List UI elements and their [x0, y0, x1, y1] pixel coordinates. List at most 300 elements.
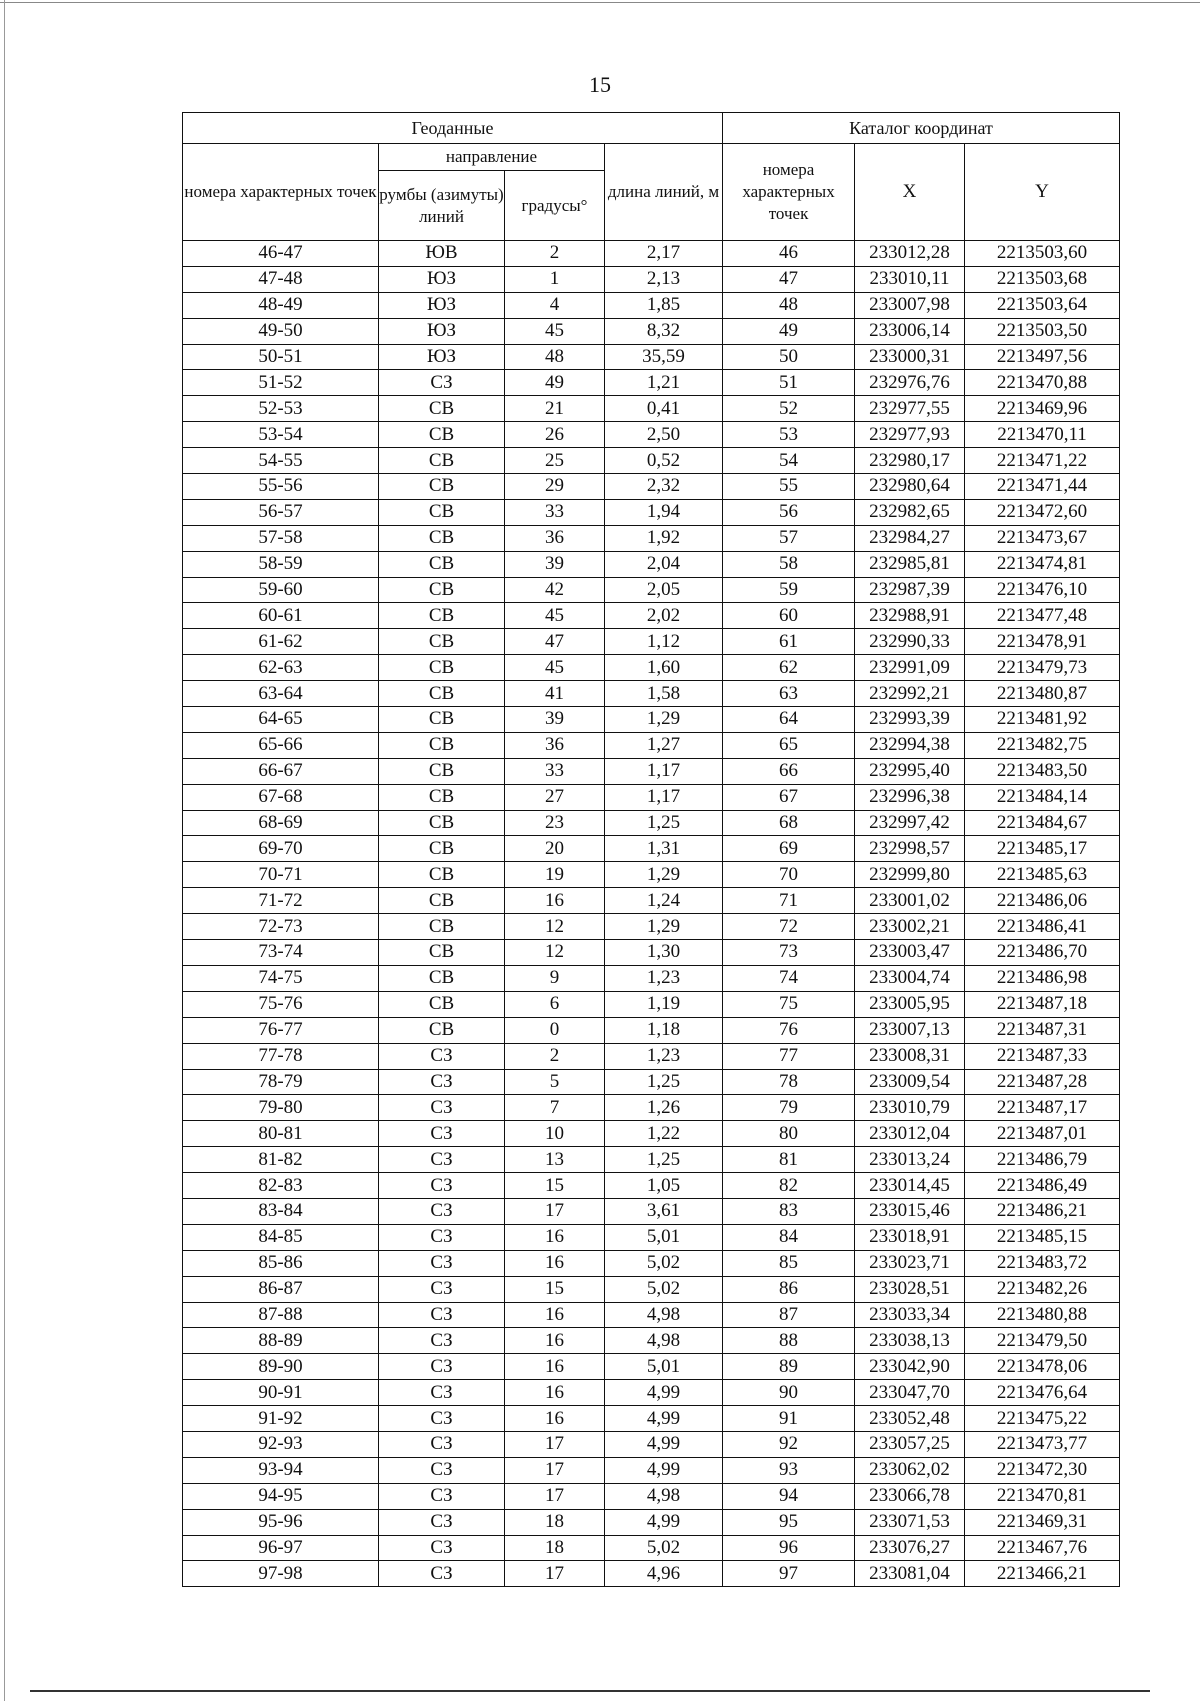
table-row	[183, 655, 1120, 681]
cell-point: 86	[723, 1276, 855, 1302]
cell-x: 232995,40	[855, 758, 965, 784]
table-row	[183, 266, 1120, 292]
cell-segment: 63-64	[183, 681, 379, 707]
cell-degrees: 39	[505, 551, 605, 577]
cell-segment: 58-59	[183, 551, 379, 577]
cell-point: 54	[723, 448, 855, 474]
cell-y: 2213467,76	[965, 1535, 1120, 1561]
table-row	[183, 836, 1120, 862]
cell-segment: 65-66	[183, 732, 379, 758]
table-row	[183, 318, 1120, 344]
cell-x: 233047,70	[855, 1380, 965, 1406]
cell-degrees: 10	[505, 1121, 605, 1147]
cell-point: 59	[723, 577, 855, 603]
table-row	[183, 241, 1120, 267]
cell-length: 1,26	[605, 1095, 723, 1121]
header-x: X	[855, 144, 965, 241]
cell-point: 94	[723, 1483, 855, 1509]
cell-y: 2213485,63	[965, 862, 1120, 888]
cell-rhumb: СВ	[379, 1017, 505, 1043]
cell-degrees: 16	[505, 1406, 605, 1432]
cell-y: 2213480,87	[965, 681, 1120, 707]
table-row	[183, 940, 1120, 966]
table-row	[183, 991, 1120, 1017]
cell-segment: 50-51	[183, 344, 379, 370]
cell-length: 1,22	[605, 1121, 723, 1147]
cell-x: 232988,91	[855, 603, 965, 629]
header-degrees: градусы°	[505, 171, 605, 241]
cell-point: 93	[723, 1457, 855, 1483]
table-row	[183, 810, 1120, 836]
cell-x: 233076,27	[855, 1535, 965, 1561]
cell-x: 232977,55	[855, 396, 965, 422]
cell-point: 74	[723, 965, 855, 991]
cell-segment: 60-61	[183, 603, 379, 629]
cell-length: 1,12	[605, 629, 723, 655]
cell-degrees: 42	[505, 577, 605, 603]
cell-length: 5,01	[605, 1354, 723, 1380]
cell-point: 57	[723, 525, 855, 551]
cell-length: 2,50	[605, 422, 723, 448]
cell-rhumb: СВ	[379, 914, 505, 940]
table-row	[183, 1328, 1120, 1354]
cell-segment: 94-95	[183, 1483, 379, 1509]
table-row	[183, 1198, 1120, 1224]
cell-x: 233081,04	[855, 1561, 965, 1587]
cell-length: 4,99	[605, 1509, 723, 1535]
cell-y: 2213503,60	[965, 241, 1120, 267]
cell-x: 233028,51	[855, 1276, 965, 1302]
cell-length: 5,02	[605, 1250, 723, 1276]
cell-y: 2213487,01	[965, 1121, 1120, 1147]
cell-rhumb: СЗ	[379, 1354, 505, 1380]
cell-point: 77	[723, 1043, 855, 1069]
cell-point: 92	[723, 1431, 855, 1457]
cell-x: 233006,14	[855, 318, 965, 344]
table-row	[183, 499, 1120, 525]
cell-point: 52	[723, 396, 855, 422]
cell-rhumb: СЗ	[379, 1302, 505, 1328]
table-row	[183, 1483, 1120, 1509]
table-row	[183, 681, 1120, 707]
cell-point: 72	[723, 914, 855, 940]
header-point: номера характерных точек	[723, 144, 855, 241]
cell-x: 233062,02	[855, 1457, 965, 1483]
cell-point: 85	[723, 1250, 855, 1276]
cell-rhumb: СВ	[379, 655, 505, 681]
cell-length: 2,04	[605, 551, 723, 577]
cell-point: 90	[723, 1380, 855, 1406]
cell-length: 4,99	[605, 1457, 723, 1483]
cell-rhumb: СЗ	[379, 1509, 505, 1535]
cell-rhumb: СВ	[379, 991, 505, 1017]
cell-length: 1,29	[605, 862, 723, 888]
cell-segment: 52-53	[183, 396, 379, 422]
cell-degrees: 13	[505, 1147, 605, 1173]
cell-y: 2213470,11	[965, 422, 1120, 448]
cell-x: 232987,39	[855, 577, 965, 603]
cell-length: 2,05	[605, 577, 723, 603]
table-row	[183, 1302, 1120, 1328]
cell-rhumb: СВ	[379, 862, 505, 888]
cell-y: 2213503,68	[965, 266, 1120, 292]
cell-degrees: 12	[505, 914, 605, 940]
cell-length: 5,02	[605, 1535, 723, 1561]
cell-rhumb: СВ	[379, 474, 505, 500]
cell-rhumb: ЮЗ	[379, 318, 505, 344]
cell-rhumb: СЗ	[379, 1276, 505, 1302]
cell-y: 2213487,18	[965, 991, 1120, 1017]
cell-y: 2213485,15	[965, 1224, 1120, 1250]
cell-rhumb: ЮЗ	[379, 292, 505, 318]
cell-rhumb: СЗ	[379, 1147, 505, 1173]
table-row	[183, 888, 1120, 914]
cell-degrees: 12	[505, 940, 605, 966]
cell-segment: 87-88	[183, 1302, 379, 1328]
cell-rhumb: СВ	[379, 448, 505, 474]
cell-degrees: 9	[505, 965, 605, 991]
cell-x: 233000,31	[855, 344, 965, 370]
cell-degrees: 18	[505, 1509, 605, 1535]
cell-x: 233003,47	[855, 940, 965, 966]
cell-length: 2,02	[605, 603, 723, 629]
cell-degrees: 16	[505, 888, 605, 914]
cell-y: 2213484,67	[965, 810, 1120, 836]
cell-length: 1,17	[605, 758, 723, 784]
cell-segment: 47-48	[183, 266, 379, 292]
cell-point: 47	[723, 266, 855, 292]
cell-y: 2213473,77	[965, 1431, 1120, 1457]
cell-x: 233018,91	[855, 1224, 965, 1250]
cell-x: 233010,79	[855, 1095, 965, 1121]
cell-degrees: 29	[505, 474, 605, 500]
cell-degrees: 17	[505, 1561, 605, 1587]
cell-y: 2213481,92	[965, 707, 1120, 733]
cell-segment: 68-69	[183, 810, 379, 836]
cell-length: 1,25	[605, 810, 723, 836]
cell-point: 88	[723, 1328, 855, 1354]
cell-point: 67	[723, 784, 855, 810]
table-row	[183, 1224, 1120, 1250]
cell-rhumb: СВ	[379, 784, 505, 810]
cell-length: 35,59	[605, 344, 723, 370]
cell-degrees: 17	[505, 1198, 605, 1224]
table-row	[183, 1095, 1120, 1121]
cell-segment: 55-56	[183, 474, 379, 500]
cell-segment: 83-84	[183, 1198, 379, 1224]
cell-degrees: 16	[505, 1224, 605, 1250]
cell-y: 2213470,81	[965, 1483, 1120, 1509]
cell-segment: 71-72	[183, 888, 379, 914]
table-row	[183, 448, 1120, 474]
cell-segment: 51-52	[183, 370, 379, 396]
cell-y: 2213486,06	[965, 888, 1120, 914]
cell-x: 232990,33	[855, 629, 965, 655]
cell-length: 0,52	[605, 448, 723, 474]
cell-y: 2213478,06	[965, 1354, 1120, 1380]
cell-rhumb: СВ	[379, 629, 505, 655]
cell-segment: 91-92	[183, 1406, 379, 1432]
cell-y: 2213487,17	[965, 1095, 1120, 1121]
cell-rhumb: СЗ	[379, 1069, 505, 1095]
table-header	[183, 113, 1120, 241]
cell-rhumb: СВ	[379, 603, 505, 629]
table-row	[183, 603, 1120, 629]
cell-segment: 95-96	[183, 1509, 379, 1535]
cell-point: 80	[723, 1121, 855, 1147]
header-geodata: Геоданные	[183, 113, 723, 144]
cell-y: 2213476,10	[965, 577, 1120, 603]
cell-point: 53	[723, 422, 855, 448]
cell-rhumb: СЗ	[379, 1198, 505, 1224]
cell-segment: 56-57	[183, 499, 379, 525]
table-row	[183, 784, 1120, 810]
cell-length: 4,98	[605, 1302, 723, 1328]
cell-rhumb: СЗ	[379, 1406, 505, 1432]
cell-x: 233007,13	[855, 1017, 965, 1043]
cell-segment: 80-81	[183, 1121, 379, 1147]
cell-x: 232980,17	[855, 448, 965, 474]
cell-segment: 54-55	[183, 448, 379, 474]
cell-length: 1,21	[605, 370, 723, 396]
cell-segment: 62-63	[183, 655, 379, 681]
table-row	[183, 344, 1120, 370]
cell-segment: 73-74	[183, 940, 379, 966]
cell-segment: 48-49	[183, 292, 379, 318]
cell-segment: 85-86	[183, 1250, 379, 1276]
cell-y: 2213479,50	[965, 1328, 1120, 1354]
table-row	[183, 1043, 1120, 1069]
cell-y: 2213472,30	[965, 1457, 1120, 1483]
cell-degrees: 27	[505, 784, 605, 810]
cell-degrees: 25	[505, 448, 605, 474]
cell-y: 2213475,22	[965, 1406, 1120, 1432]
table-row	[183, 707, 1120, 733]
cell-x: 233013,24	[855, 1147, 965, 1173]
cell-segment: 84-85	[183, 1224, 379, 1250]
cell-y: 2213485,17	[965, 836, 1120, 862]
cell-point: 95	[723, 1509, 855, 1535]
cell-segment: 79-80	[183, 1095, 379, 1121]
cell-y: 2213480,88	[965, 1302, 1120, 1328]
cell-degrees: 18	[505, 1535, 605, 1561]
cell-degrees: 20	[505, 836, 605, 862]
cell-x: 232985,81	[855, 551, 965, 577]
table-row	[183, 1431, 1120, 1457]
scan-edge-bottom	[30, 1690, 1150, 1692]
cell-segment: 89-90	[183, 1354, 379, 1380]
cell-segment: 76-77	[183, 1017, 379, 1043]
table-row	[183, 551, 1120, 577]
cell-degrees: 21	[505, 396, 605, 422]
cell-segment: 46-47	[183, 241, 379, 267]
cell-degrees: 17	[505, 1457, 605, 1483]
cell-point: 79	[723, 1095, 855, 1121]
table-row	[183, 1121, 1120, 1147]
cell-rhumb: СВ	[379, 810, 505, 836]
cell-point: 61	[723, 629, 855, 655]
header-catalog: Каталог координат	[723, 113, 1120, 144]
cell-length: 2,17	[605, 241, 723, 267]
table-row	[183, 1017, 1120, 1043]
table-row	[183, 965, 1120, 991]
cell-rhumb: СЗ	[379, 1224, 505, 1250]
cell-length: 2,32	[605, 474, 723, 500]
cell-rhumb: СЗ	[379, 370, 505, 396]
cell-segment: 92-93	[183, 1431, 379, 1457]
cell-segment: 53-54	[183, 422, 379, 448]
cell-segment: 93-94	[183, 1457, 379, 1483]
cell-degrees: 26	[505, 422, 605, 448]
cell-y: 2213503,64	[965, 292, 1120, 318]
cell-rhumb: СЗ	[379, 1043, 505, 1069]
cell-x: 232977,93	[855, 422, 965, 448]
geodata-table	[182, 112, 1120, 1587]
cell-degrees: 15	[505, 1173, 605, 1199]
cell-y: 2213471,22	[965, 448, 1120, 474]
cell-segment: 49-50	[183, 318, 379, 344]
table-row	[183, 1561, 1120, 1587]
cell-degrees: 16	[505, 1250, 605, 1276]
cell-y: 2213473,67	[965, 525, 1120, 551]
cell-degrees: 15	[505, 1276, 605, 1302]
cell-length: 5,01	[605, 1224, 723, 1250]
cell-x: 233009,54	[855, 1069, 965, 1095]
cell-length: 1,23	[605, 965, 723, 991]
cell-rhumb: СЗ	[379, 1380, 505, 1406]
cell-degrees: 36	[505, 525, 605, 551]
cell-x: 233002,21	[855, 914, 965, 940]
cell-rhumb: СВ	[379, 888, 505, 914]
cell-rhumb: СЗ	[379, 1457, 505, 1483]
cell-length: 3,61	[605, 1198, 723, 1224]
header-segment: номера характерных точек	[183, 144, 379, 241]
cell-point: 51	[723, 370, 855, 396]
cell-length: 1,58	[605, 681, 723, 707]
cell-point: 48	[723, 292, 855, 318]
table-row	[183, 474, 1120, 500]
cell-rhumb: СВ	[379, 758, 505, 784]
cell-rhumb: СЗ	[379, 1173, 505, 1199]
cell-x: 233010,11	[855, 266, 965, 292]
cell-point: 78	[723, 1069, 855, 1095]
cell-segment: 64-65	[183, 707, 379, 733]
cell-point: 81	[723, 1147, 855, 1173]
cell-x: 232991,09	[855, 655, 965, 681]
cell-segment: 67-68	[183, 784, 379, 810]
table-row	[183, 1354, 1120, 1380]
cell-point: 68	[723, 810, 855, 836]
cell-rhumb: СВ	[379, 551, 505, 577]
cell-segment: 74-75	[183, 965, 379, 991]
cell-x: 233033,34	[855, 1302, 965, 1328]
cell-point: 69	[723, 836, 855, 862]
table-row	[183, 396, 1120, 422]
page-number: 15	[589, 72, 611, 97]
cell-segment: 97-98	[183, 1561, 379, 1587]
cell-y: 2213466,21	[965, 1561, 1120, 1587]
cell-x: 233052,48	[855, 1406, 965, 1432]
table-row	[183, 422, 1120, 448]
cell-x: 232984,27	[855, 525, 965, 551]
cell-length: 4,99	[605, 1380, 723, 1406]
cell-x: 233042,90	[855, 1354, 965, 1380]
cell-x: 232980,64	[855, 474, 965, 500]
cell-degrees: 45	[505, 655, 605, 681]
cell-length: 4,98	[605, 1328, 723, 1354]
table-row	[183, 525, 1120, 551]
cell-x: 232999,80	[855, 862, 965, 888]
cell-degrees: 41	[505, 681, 605, 707]
table-row	[183, 1173, 1120, 1199]
cell-length: 1,85	[605, 292, 723, 318]
cell-y: 2213478,91	[965, 629, 1120, 655]
cell-degrees: 5	[505, 1069, 605, 1095]
table-row	[183, 629, 1120, 655]
cell-segment: 69-70	[183, 836, 379, 862]
cell-y: 2213482,26	[965, 1276, 1120, 1302]
cell-x: 232996,38	[855, 784, 965, 810]
cell-y: 2213487,31	[965, 1017, 1120, 1043]
cell-point: 87	[723, 1302, 855, 1328]
cell-segment: 66-67	[183, 758, 379, 784]
cell-segment: 57-58	[183, 525, 379, 551]
cell-y: 2213483,50	[965, 758, 1120, 784]
cell-x: 233014,45	[855, 1173, 965, 1199]
cell-point: 63	[723, 681, 855, 707]
table-row	[183, 577, 1120, 603]
cell-rhumb: СЗ	[379, 1483, 505, 1509]
cell-length: 1,05	[605, 1173, 723, 1199]
cell-x: 233001,02	[855, 888, 965, 914]
cell-point: 55	[723, 474, 855, 500]
table-row	[183, 292, 1120, 318]
cell-y: 2213470,88	[965, 370, 1120, 396]
cell-point: 64	[723, 707, 855, 733]
cell-length: 5,02	[605, 1276, 723, 1302]
cell-x: 233066,78	[855, 1483, 965, 1509]
cell-point: 97	[723, 1561, 855, 1587]
table-row	[183, 1069, 1120, 1095]
cell-degrees: 17	[505, 1483, 605, 1509]
cell-degrees: 33	[505, 758, 605, 784]
cell-rhumb: СЗ	[379, 1328, 505, 1354]
cell-point: 75	[723, 991, 855, 1017]
cell-y: 2213486,49	[965, 1173, 1120, 1199]
cell-length: 2,13	[605, 266, 723, 292]
table-row	[183, 1276, 1120, 1302]
cell-rhumb: СВ	[379, 836, 505, 862]
table-row	[183, 862, 1120, 888]
cell-point: 56	[723, 499, 855, 525]
header-y: Y	[965, 144, 1120, 241]
scan-edge-left	[4, 0, 5, 1701]
cell-rhumb: СВ	[379, 965, 505, 991]
table-row	[183, 914, 1120, 940]
cell-rhumb: СЗ	[379, 1250, 505, 1276]
table-row	[183, 1380, 1120, 1406]
cell-length: 1,92	[605, 525, 723, 551]
cell-x: 233005,95	[855, 991, 965, 1017]
cell-length: 1,17	[605, 784, 723, 810]
cell-rhumb: СЗ	[379, 1561, 505, 1587]
cell-length: 1,24	[605, 888, 723, 914]
cell-x: 232992,21	[855, 681, 965, 707]
header-rhumb: румбы (азимуты) линий	[379, 171, 505, 241]
cell-length: 1,23	[605, 1043, 723, 1069]
table-row	[183, 370, 1120, 396]
cell-length: 0,41	[605, 396, 723, 422]
